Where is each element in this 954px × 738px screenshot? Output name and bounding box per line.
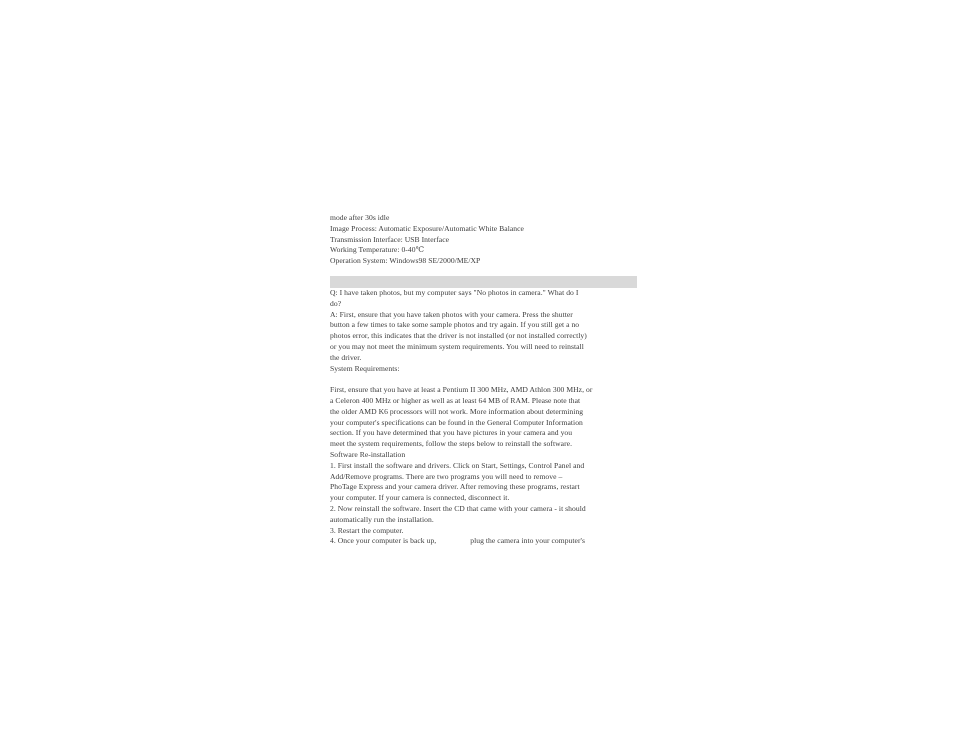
spec-line: Working Temperature: 0-40℃ xyxy=(330,245,425,255)
faq-line: the driver. xyxy=(330,352,362,362)
faq-line: your computer. If your camera is connected, disconnect it. xyxy=(330,493,510,503)
faq-line: Software Re-installation xyxy=(330,449,406,459)
faq-line: automatically run the installation. xyxy=(330,514,434,524)
faq-line: 3. Restart the computer. xyxy=(330,525,404,535)
faq-last-line-start: 4. Once your computer is back up, xyxy=(330,536,437,546)
spec-list xyxy=(330,213,640,267)
faq-line: meet the system requirements, follow the steps below to reinstall the software. xyxy=(330,439,573,449)
faq-line: First, ensure that you have at least a Pentium II 300 MHz, AMD Athlon 300 MHz, or xyxy=(330,385,593,395)
faq-line: PhoTage Express and your camera driver. After removing these programs, restart xyxy=(330,482,580,492)
faq-line: your computer's specifications can be found in the General Computer Information xyxy=(330,417,583,427)
faq-section-header-bar xyxy=(330,276,637,288)
spec-line: mode after 30s idle xyxy=(330,213,390,222)
faq-line: 1. First install the software and drivers. Click on Start, Settings, Control Panel and xyxy=(330,460,585,470)
faq-last-line xyxy=(330,536,640,547)
manual-page xyxy=(330,213,640,547)
faq-line: System Requirements: xyxy=(330,363,400,373)
faq-line: Q: I have taken photos, but my computer says "No photos in camera." What do I xyxy=(330,287,579,297)
faq-line: the older AMD K6 processors will not work. More information about determining xyxy=(330,406,584,416)
spec-line: Operation System: Windows98 SE/2000/ME/XP xyxy=(330,256,481,266)
faq-line: a Celeron 400 MHz or higher as well as at least 64 MB of RAM. Please note that xyxy=(330,395,581,405)
faq-line: section. If you have determined that you have pictures in your camera and you xyxy=(330,428,573,438)
faq-line: photos error, this indicates that the driver is not installed (or not installed correctly) xyxy=(330,331,587,341)
faq-last-line-end: plug the camera into your computer's xyxy=(470,536,585,546)
faq-section xyxy=(330,288,640,547)
faq-line: button a few times to take some sample photos and try again. If you still get a no xyxy=(330,320,580,330)
faq-line: or you may not meet the minimum system requirements. You will need to reinstall xyxy=(330,341,584,351)
faq-line: 2. Now reinstall the software. Insert the CD that came with your camera - it should xyxy=(330,503,586,513)
spec-line: Image Process: Automatic Exposure/Automatic White Balance xyxy=(330,223,524,233)
spec-line: Transmission Interface: USB Interface xyxy=(330,234,450,244)
faq-line: do? xyxy=(330,298,342,308)
faq-line: A: First, ensure that you have taken photos with your camera. Press the shutter xyxy=(330,309,573,319)
faq-blank-line xyxy=(330,374,640,385)
faq-line: Add/Remove programs. There are two programs you will need to remove – xyxy=(330,471,563,481)
